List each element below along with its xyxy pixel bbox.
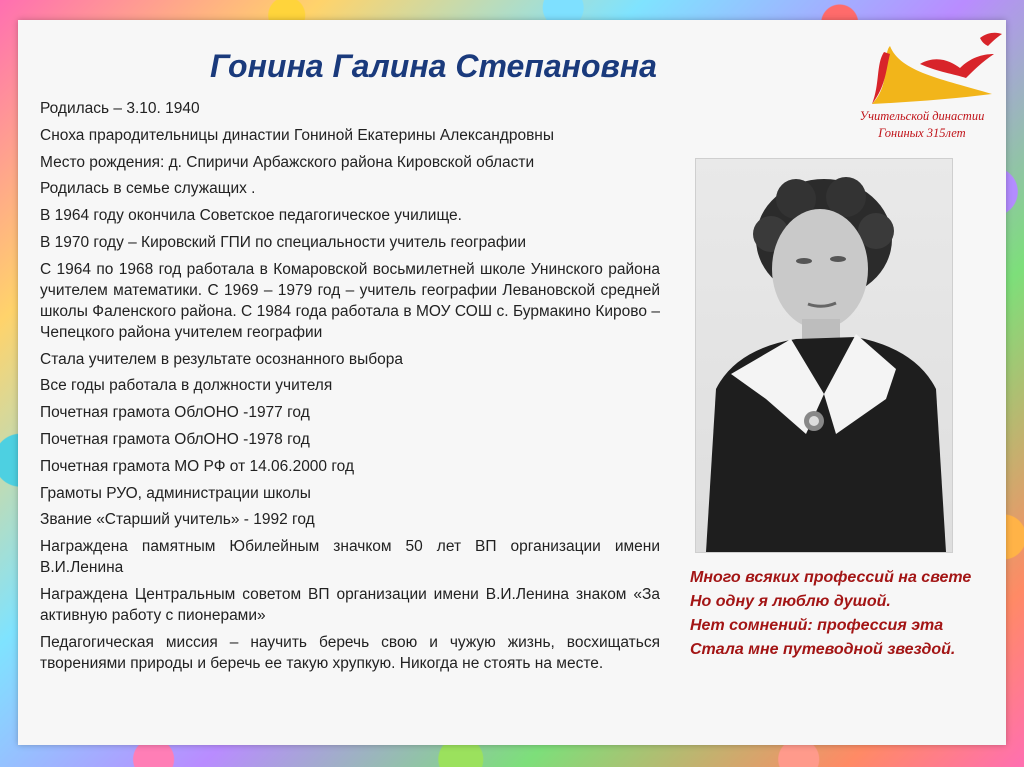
poem-line: Но одну я люблю душой. bbox=[690, 593, 891, 610]
logo-caption-line: Гониных 315лет bbox=[878, 126, 966, 140]
bio-line: Сноха прародительницы династии Гониной Екатерины Александровны bbox=[40, 126, 555, 144]
biography-list bbox=[40, 98, 660, 680]
bio-line: Родилась в семье служащих . bbox=[40, 180, 256, 198]
portrait-photo bbox=[695, 158, 953, 553]
bio-line: Почетная грамота ОблОНО -1978 год bbox=[40, 430, 310, 448]
bio-line: Стала учителем в результате осознанного выбора bbox=[40, 350, 403, 368]
bio-line: Родилась – 3.10. 1940 bbox=[40, 100, 200, 117]
logo-caption-line: Учительской династии bbox=[859, 109, 985, 123]
poem bbox=[690, 566, 1010, 662]
bio-line: Почетная грамота МО РФ от 14.06.2000 год bbox=[40, 457, 354, 475]
page-title: Гонина Галина Степановна bbox=[210, 48, 657, 84]
poem-line: Много всяких профессий на свете bbox=[690, 569, 972, 586]
bio-line: Все годы работала в должности учителя bbox=[40, 377, 333, 395]
logo-caption bbox=[842, 108, 1002, 142]
bio-line: Место рождения: д. Спиричи Арбажского района Кировской области bbox=[40, 153, 535, 171]
bio-line: Почетная грамота ОблОНО -1977 год bbox=[40, 404, 310, 422]
bio-line: Награждена памятным Юбилейным значком 50 лет ВП организации имени В.И.Ленина bbox=[40, 538, 660, 577]
bio-line: В 1964 году окончила Советское педагогическое училище. bbox=[40, 207, 462, 225]
portrait-figure bbox=[696, 159, 952, 552]
bio-line: В 1970 году – Кировский ГПИ по специальности учитель географии bbox=[40, 233, 526, 251]
bio-line: Педагогическая миссия – научить беречь свою и чужую жизнь, восхищаться творениями природы и беречь ее такую хрупкую. Никогда не стоять на месте. bbox=[40, 633, 660, 672]
bio-line: Звание «Старший учитель» - 1992 год bbox=[40, 511, 315, 529]
bio-line: С 1964 по 1968 год работала в Комаровской восьмилетней школе Унинского района учителем математики. С 1969 – 1979 год – учитель географии Левановской средней школы Фаленского района. С 1984 года работала в МОУ СОШ с. Бурмакино Кирово – Чепецкого района учителем географии bbox=[40, 260, 660, 341]
bio-line: Грамоты РУО, администрации школы bbox=[40, 484, 311, 502]
bio-line: Награждена Центральным советом ВП организации имени В.И.Ленина знаком «За активную работу с пионерами» bbox=[40, 585, 660, 624]
poem-line: Нет сомнений: профессия эта bbox=[690, 617, 944, 634]
poem-line: Стала мне путеводной звездой. bbox=[690, 641, 956, 658]
